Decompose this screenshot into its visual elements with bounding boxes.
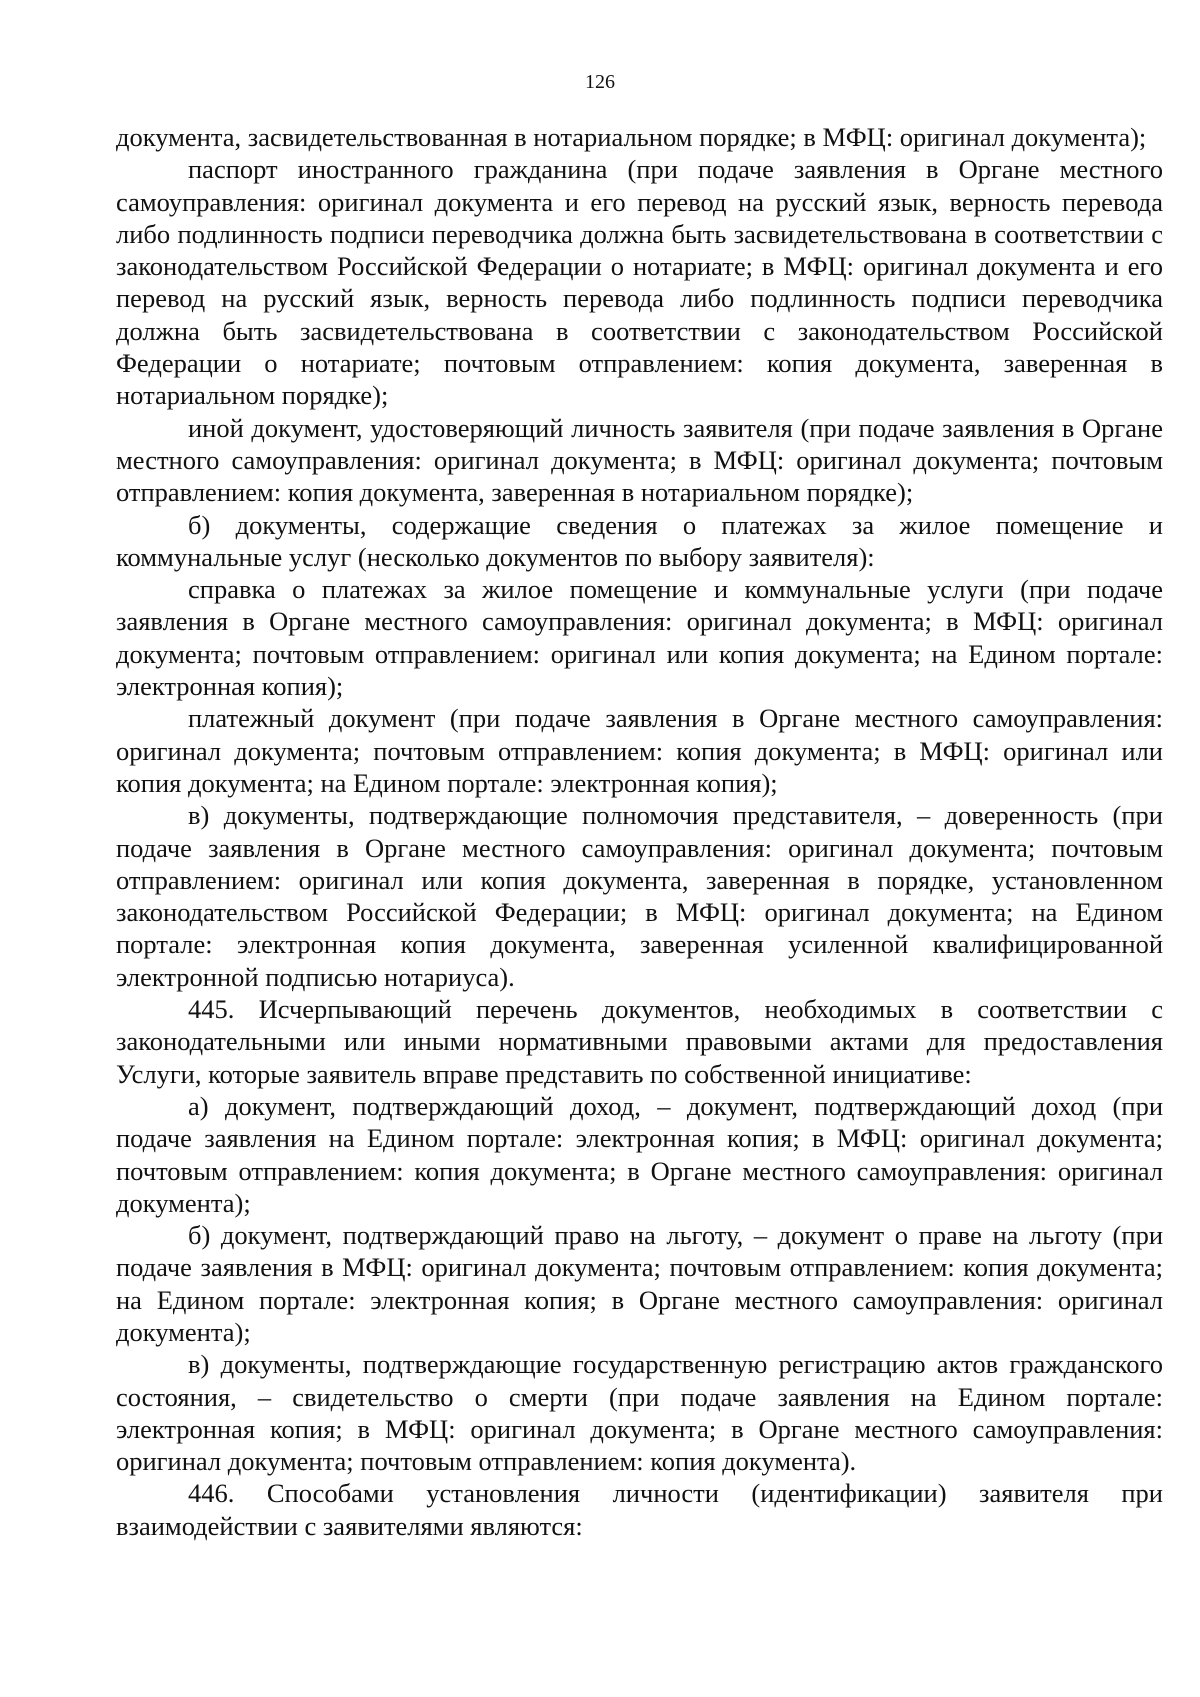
paragraph: документа, засвидетельствованная в нотариальном порядке; в МФЦ: оригинал документа); xyxy=(116,122,1147,152)
page-number: 126 xyxy=(585,71,615,93)
paragraph: в) документы, подтверждающие государственную регистрацию актов гражданского состояния, – свидетельство о смерти (при подаче заявления на Едином портале: электронная копия; в МФЦ: оригинал документа; в Органе местного самоуправления: оригинал документа; почтовым отправлением: копия документа). xyxy=(116,1349,1163,1477)
paragraph: 445. Исчерпывающий перечень документов, необходимых в соответствии с законодательными или иными нормативными правовыми актами для предоставления Услуги, которые заявитель вправе представить по собственной инициативе: xyxy=(116,994,1163,1089)
document-body xyxy=(116,121,1163,1542)
paragraph: иной документ, удостоверяющий личность заявителя (при подаче заявления в Органе местного самоуправления: оригинал документа; в МФЦ: оригинал документа; почтовым отправлением: копия документа, заверенная в нотариальном порядке); xyxy=(116,412,1163,508)
paragraph: в) документы, подтверждающие полномочия представителя, – доверенность (при подаче заявления в Органе местного самоуправления: оригинал документа; почтовым отправлением: оригинал или копия документа, заверенная в порядке, установленном законодательством Российской Федерации; в МФЦ: оригинал документа; на Едином портале: электронная копия документа, заверенная усиленной квалифицированной электронной подписью нотариуса). xyxy=(116,800,1163,992)
paragraph: платежный документ (при подаче заявления в Органе местного самоуправления: оригинал документа; почтовым отправлением: копия документа; в МФЦ: оригинал или копия документа; на Едином портале: электронная копия); xyxy=(116,703,1163,798)
paragraph: 446. Способами установления личности (идентификации) заявителя при взаимодействии с заявителями являются: xyxy=(116,1478,1163,1541)
paragraph: паспорт иностранного гражданина (при подаче заявления в Органе местного самоуправления: оригинал документа и его перевод на русский язык, верность перевода либо подлинность подписи переводчика должна быть засвидетельствована в соответствии с законодательством Российской Федерации о нотариате; в МФЦ: оригинал документа и его перевод на русский язык, верность перевода либо подлинность подписи переводчика должна быть засвидетельствована в соответствии с законодательством Российской Федерации о нотариате; почтовым отправлением: копия документа, заверенная в нотариальном порядке); xyxy=(116,154,1163,411)
paragraph: а) документ, подтверждающий доход, – документ, подтверждающий доход (при подаче заявления на Едином портале: электронная копия; в МФЦ: оригинал документа; почтовым отправлением: копия документа; в Органе местного самоуправления: оригинал документа); xyxy=(116,1090,1163,1218)
paragraph: справка о платежах за жилое помещение и коммунальные услуги (при подаче заявления в Органе местного самоуправления: оригинал документа; в МФЦ: оригинал документа; почтовым отправлением: оригинал или копия документа; на Едином портале: электронная копия); xyxy=(116,574,1163,702)
paragraph: б) документ, подтверждающий право на льготу, – документ о праве на льготу (при подаче заявления в МФЦ: оригинал документа; почтовым отправлением: копия документа; на Едином портале: электронная копия; в Органе местного самоуправления: оригинал документа); xyxy=(116,1220,1163,1347)
paragraph: б) документы, содержащие сведения о платежах за жилое помещение и коммунальные услуг (несколько документов по выбору заявителя): xyxy=(116,509,1163,572)
